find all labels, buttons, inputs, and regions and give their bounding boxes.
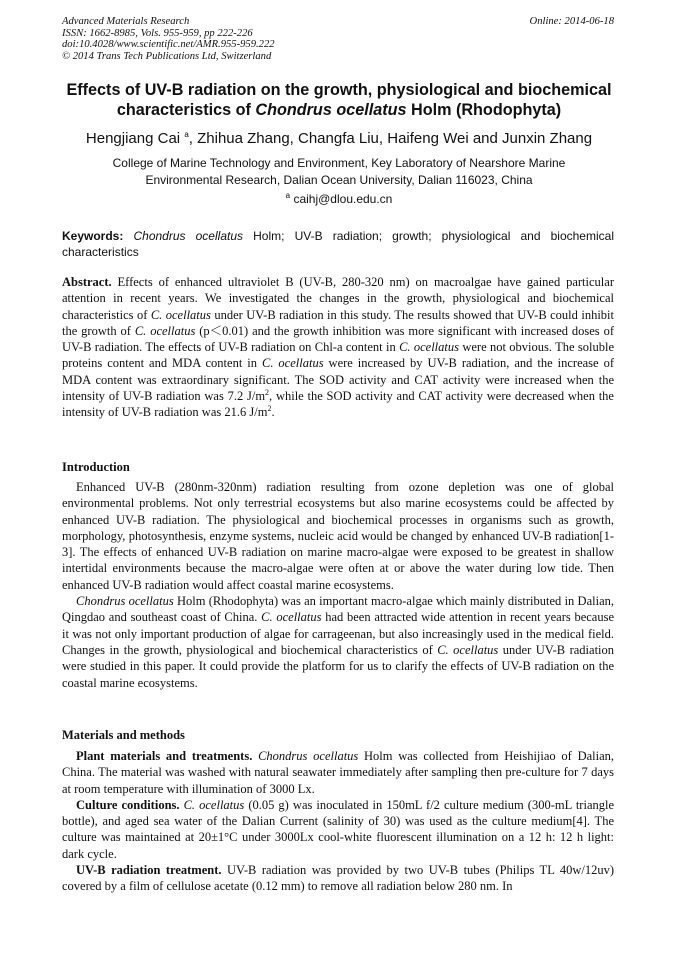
copyright-line: © 2014 Trans Tech Publications Ltd, Switzerland — [62, 50, 272, 62]
species-name: Chondrus ocellatus — [76, 594, 174, 609]
abstract — [62, 274, 614, 421]
journal-header — [62, 16, 275, 62]
species-name: C. ocellatus — [437, 642, 499, 657]
unit-superscript: 2 — [267, 404, 272, 414]
methods-paragraph-1 — [62, 748, 614, 797]
keywords-label: Keywords: — [62, 229, 124, 243]
author-email — [62, 192, 616, 206]
methods-paragraph-3 — [62, 862, 614, 895]
title-text: Holm (Rhodophyta) — [406, 101, 562, 119]
species-name: C. ocellatus — [150, 307, 211, 322]
abstract-text: under UV-B radiation in this study. The results showed that UV-B could inhibit the growth of — [62, 307, 614, 338]
title-text: characteristics of — [116, 101, 256, 119]
run-in-heading: Plant materials and treatments. — [76, 749, 253, 763]
introduction-paragraph-2 — [62, 593, 614, 691]
paragraph-text: Holm (Rhodophyta) was an important macro-algae which mainly distributed in Dalian, Qingdao and southeast coast of China. — [62, 594, 614, 625]
affiliation-line-1: College of Marine Technology and Environment, Key Laboratory of Nearshore Marine — [112, 156, 566, 170]
abstract-text: Effects of enhanced ultraviolet B (UV-B, 280-320 nm) on macroalgae have gained particular attention in recent years. We investigated the changes in the growth, physiological and biochemical characteristics of — [62, 275, 614, 322]
abstract-text: were increased by UV-B radiation, and the increase of MDA content was extraordinary significant. The SOD activity and CAT activity were increased when the intensity of UV-B radiation was 7.2 J/m — [62, 356, 614, 404]
affiliation-line-2: Environmental Research, Dalian Ocean University, Dalian 116023, China — [145, 172, 533, 187]
email-address[interactable]: caihj@dlou.edu.cn — [293, 192, 393, 206]
run-in-heading: UV-B radiation treatment. — [76, 863, 222, 878]
species-name: Chondrus ocellatus — [258, 749, 359, 763]
other-authors: , Zhihua Zhang, Changfa Liu, Haifeng Wei and Junxin Zhang — [188, 130, 593, 147]
title-line-2 — [62, 100, 616, 120]
unit-superscript: 2 — [265, 387, 270, 397]
title-species: Chondrus ocellatus — [255, 101, 407, 119]
issn-line: ISSN: 1662-8985, Vols. 955-959, pp 222-226 — [62, 27, 253, 39]
journal-name: Advanced Materials Research — [62, 16, 190, 27]
author-superscript: a — [184, 130, 189, 139]
species-name: C. ocellatus — [261, 356, 324, 371]
species-name: C. ocellatus — [183, 797, 245, 812]
introduction-body — [62, 479, 614, 691]
species-name: C. ocellatus — [261, 610, 322, 625]
run-in-heading: Culture conditions. — [76, 797, 180, 812]
paper-title — [62, 80, 616, 120]
introduction-paragraph-1: Enhanced UV-B (280nm-320nm) radiation resulting from ozone depletion was one of global environmental problems. Not only terrestrial ecosystems but also marine ecosystems could be affected by enhanced UV-B radiation. The physiological and biochemical processes in organisms such as growth, morphology, photosynthesis, enzyme systems, nucleic acid would be changed by enhanced UV-B radiation[1-3]. The effects of enhanced UV-B radiation on marine macro-algae were exposed to be greatest in shallow intertidal environments because the macro-algae were often at or above the water during low tide. Then enhanced UV-B radiation would affect coastal marine ecosystems. — [62, 480, 614, 592]
methods-paragraph-2 — [62, 797, 614, 862]
paragraph-text: under UV-B radiation were studied in this paper. It could provide the platform for us to clarify the effects of UV-B radiation on the coastal marine ecosystems. — [62, 642, 615, 690]
species-name: C. ocellatus — [134, 323, 196, 338]
first-author: Hengjiang Cai — [85, 130, 181, 147]
affiliation — [62, 155, 616, 188]
methods-heading: Materials and methods — [62, 728, 185, 742]
paragraph-text: (0.05 g) was inoculated in 150mL f/2 culture medium (300-mL triangle bottle), and aged sea water of the Dalian Current (salinity of 30) was used as the culture medium[4]. The culture was maintained at 20±1°C under 3000Lx cool-white fluorescent illumination on a 12 h: 12 h light: dark cycle. — [62, 797, 615, 861]
email-superscript: a — [285, 191, 291, 200]
keywords-species: Chondrus ocellatus — [133, 229, 243, 243]
paragraph-text: had been attracted wide attention in recent years because it was not only important production of algae for carrageenan, but also increasingly used in the medical field. Changes in the growth, physiological and biochemical characteristics of — [62, 610, 615, 657]
keywords-text: Holm; UV-B radiation; growth; physiological and biochemical characteristics — [62, 229, 614, 259]
paragraph-text: UV-B radiation was provided by two UV-B tubes (Philips TL 40w/12uv) covered by a film of cellulose acetate (0.12 mm) to remove all radiation below 280 nm. In — [62, 863, 614, 894]
online-date: Online: 2014-06-18 — [529, 16, 614, 27]
author-list — [62, 129, 616, 149]
abstract-text: , while the SOD activity and CAT activity were decreased when the intensity of UV-B radiation was 21.6 J/m — [62, 389, 614, 420]
methods-body — [62, 748, 614, 895]
doi-line: doi:10.4028/www.scientific.net/AMR.955-959.222 — [62, 39, 275, 51]
abstract-text: were not obvious. The soluble proteins content and MDA content in — [62, 340, 615, 371]
abstract-label: Abstract. — [62, 275, 112, 289]
introduction-heading: Introduction — [62, 460, 130, 474]
paragraph-text: Holm was collected from Heishijiao of Dalian, China. The material was washed with natural seawater immediately after sampling then pre-culture for 7 days at room temperature with illumination of 3000 Lx. — [62, 749, 615, 796]
abstract-text: . — [271, 405, 275, 420]
title-line-1: Effects of UV-B radiation on the growth, physiological and biochemical — [66, 81, 612, 99]
keywords — [62, 228, 614, 260]
abstract-text: (p＜0.01) and the growth inhibition was more significant with increased doses of UV-B radiation. The effects of UV-B radiation on Chl-a content in — [62, 323, 614, 355]
species-name: C. ocellatus — [399, 340, 459, 355]
